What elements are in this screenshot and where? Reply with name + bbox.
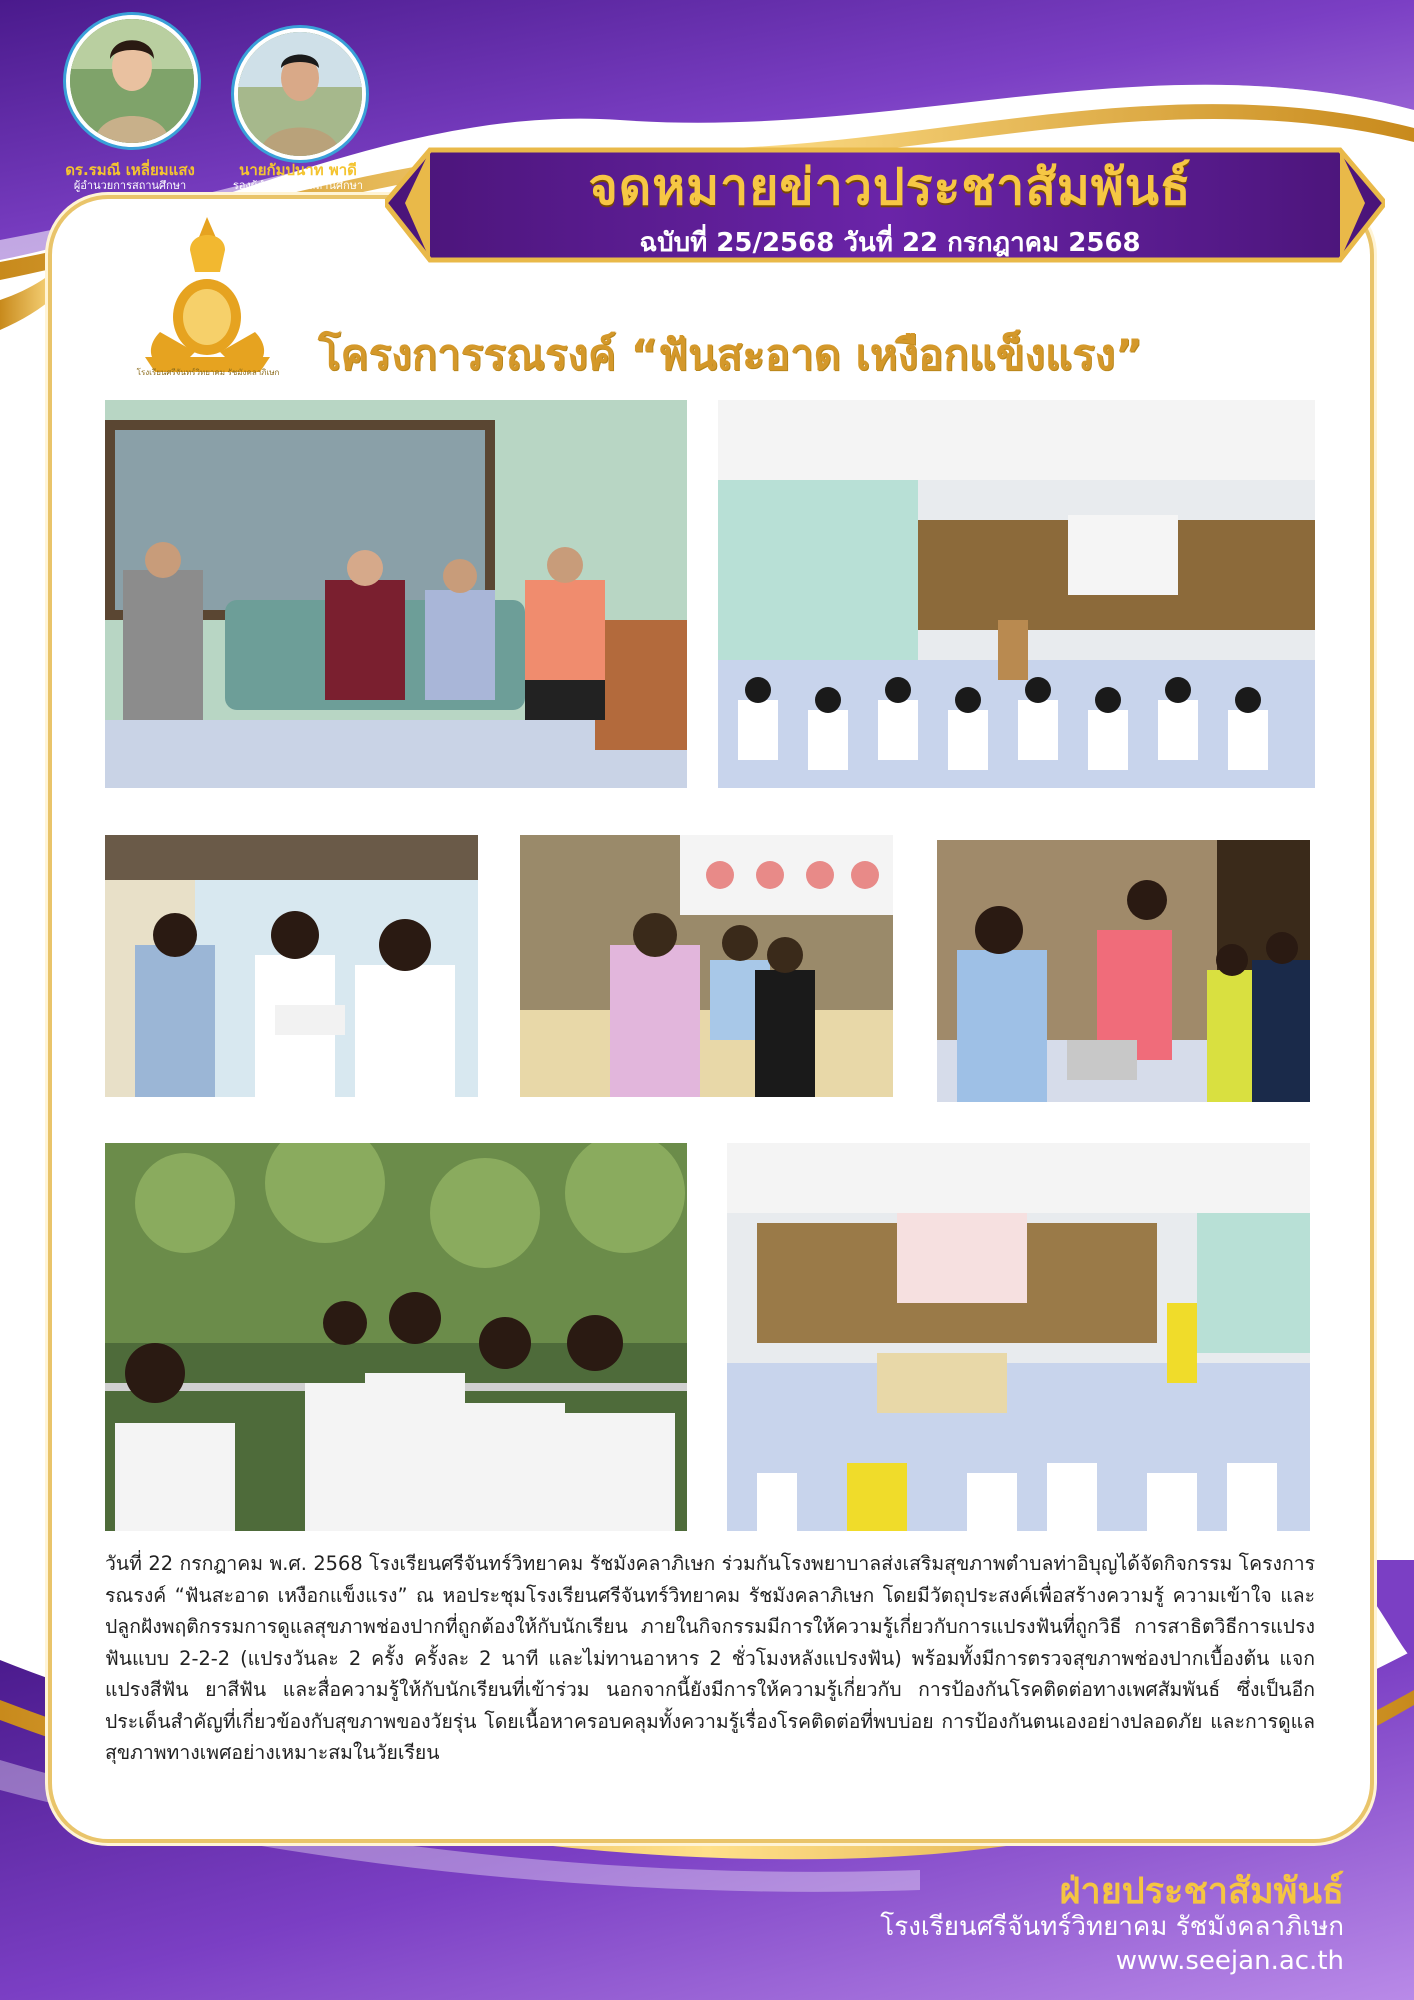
photo-auditorium-presentation [718,400,1315,788]
avatar-deputy [234,28,366,160]
school-emblem-icon [140,212,275,382]
emblem-caption: โรงเรียนศรีจันทร์วิทยาคม รัชมังคลาภิเษก [136,368,280,377]
article-body: วันที่ 22 กรกฎาคม พ.ศ. 2568 โรงเรียนศรีจันทร์วิทยาคม รัชมังคลาภิเษก ร่วมกันโรงพยาบาลส่งเสริมสุขภาพตำบลท่าอิบุญได้จัดกิจกรรม โครงการรณรงค์ “ฟันสะอาด เหงือกแข็งแรง” ณ หอประชุมโรงเรียนศรีจันทร์วิทยาคม รัชมังคลาภิเษก โดยมีวัตถุประสงค์เพื่อสร้างความรู้ ความเข้าใจ และปลูกฝังพฤติกรรมการดูแลสุขภาพช่องปากที่ถูกต้องให้กับนักเรียน ภายในกิจกรรมมีการให้ความรู้เกี่ยวกับการแปรงฟันที่ถูกวิธี การสาธิตวิธีการแปรงฟันแบบ 2-2-2 (แปรงวันละ 2 ครั้ง ครั้งละ 2 นาที และไม่ทานอาหาร 2 ชั่วโมงหลังแปรงฟัน) พร้อมทั้งมีการตรวจสุขภาพช่องปากเบื้องต้น แจกแปรงสีฟัน ยาสีฟัน และสื่อความรู้ให้กับนักเรียนที่เข้าร่วม นอกจากนี้ยังมีการให้ความรู้เกี่ยวกับ การป้องกันโรคติดต่อทางเพศสัมพันธ์ ซึ่งเป็นอีกประเด็นสำคัญที่เกี่ยวข้องกับสุขภาพของวัยรุ่น โดยเนื้อหาครอบคลุมทั้งความรู้เรื่องโรคติดต่อที่พบบ่อย การป้องกันตนเองอย่างปลอดภัย และการดูแลสุขภาพทางเพศอย่างเหมาะสมในวัยเรียน [105,1552,1315,1764]
avatar-director [66,15,198,147]
person-name-2: นายกัมปนาท พาดี [239,161,357,179]
photo-boys-brushing-outdoors [105,1143,687,1531]
photo-auditorium-activity [727,1143,1310,1531]
department-label: ฝ่ายประชาสัมพันธ์ [1059,1871,1344,1912]
person-role-2: รองผู้อำนวยการสถานศึกษา [232,179,364,192]
project-title: โครงการรณรงค์ “ฟันสะอาด เหงือกแข็งแรง” [318,330,1143,379]
issue-line: ฉบับที่ 25/2568 วันที่ 22 กรกฎาคม 2568 [639,228,1141,258]
newsletter-title: จดหมายข่าวประชาสัมพันธ์ [588,158,1192,216]
photo-staff-with-student [520,835,893,1097]
photo-speaker-microphone [937,840,1310,1102]
person-role-1: ผู้อำนวยการสถานศึกษา [73,179,187,192]
photo-students-toothbrushing-demo [105,835,478,1097]
photo-officials-seated [105,400,687,788]
person-name-1: ดร.รมณี เหลี่ยมแสง [65,161,195,179]
website-link[interactable]: www.seejan.ac.th [1115,1946,1344,1976]
school-name: โรงเรียนศรีจันทร์วิทยาคม รัชมังคลาภิเษก [880,1912,1344,1942]
